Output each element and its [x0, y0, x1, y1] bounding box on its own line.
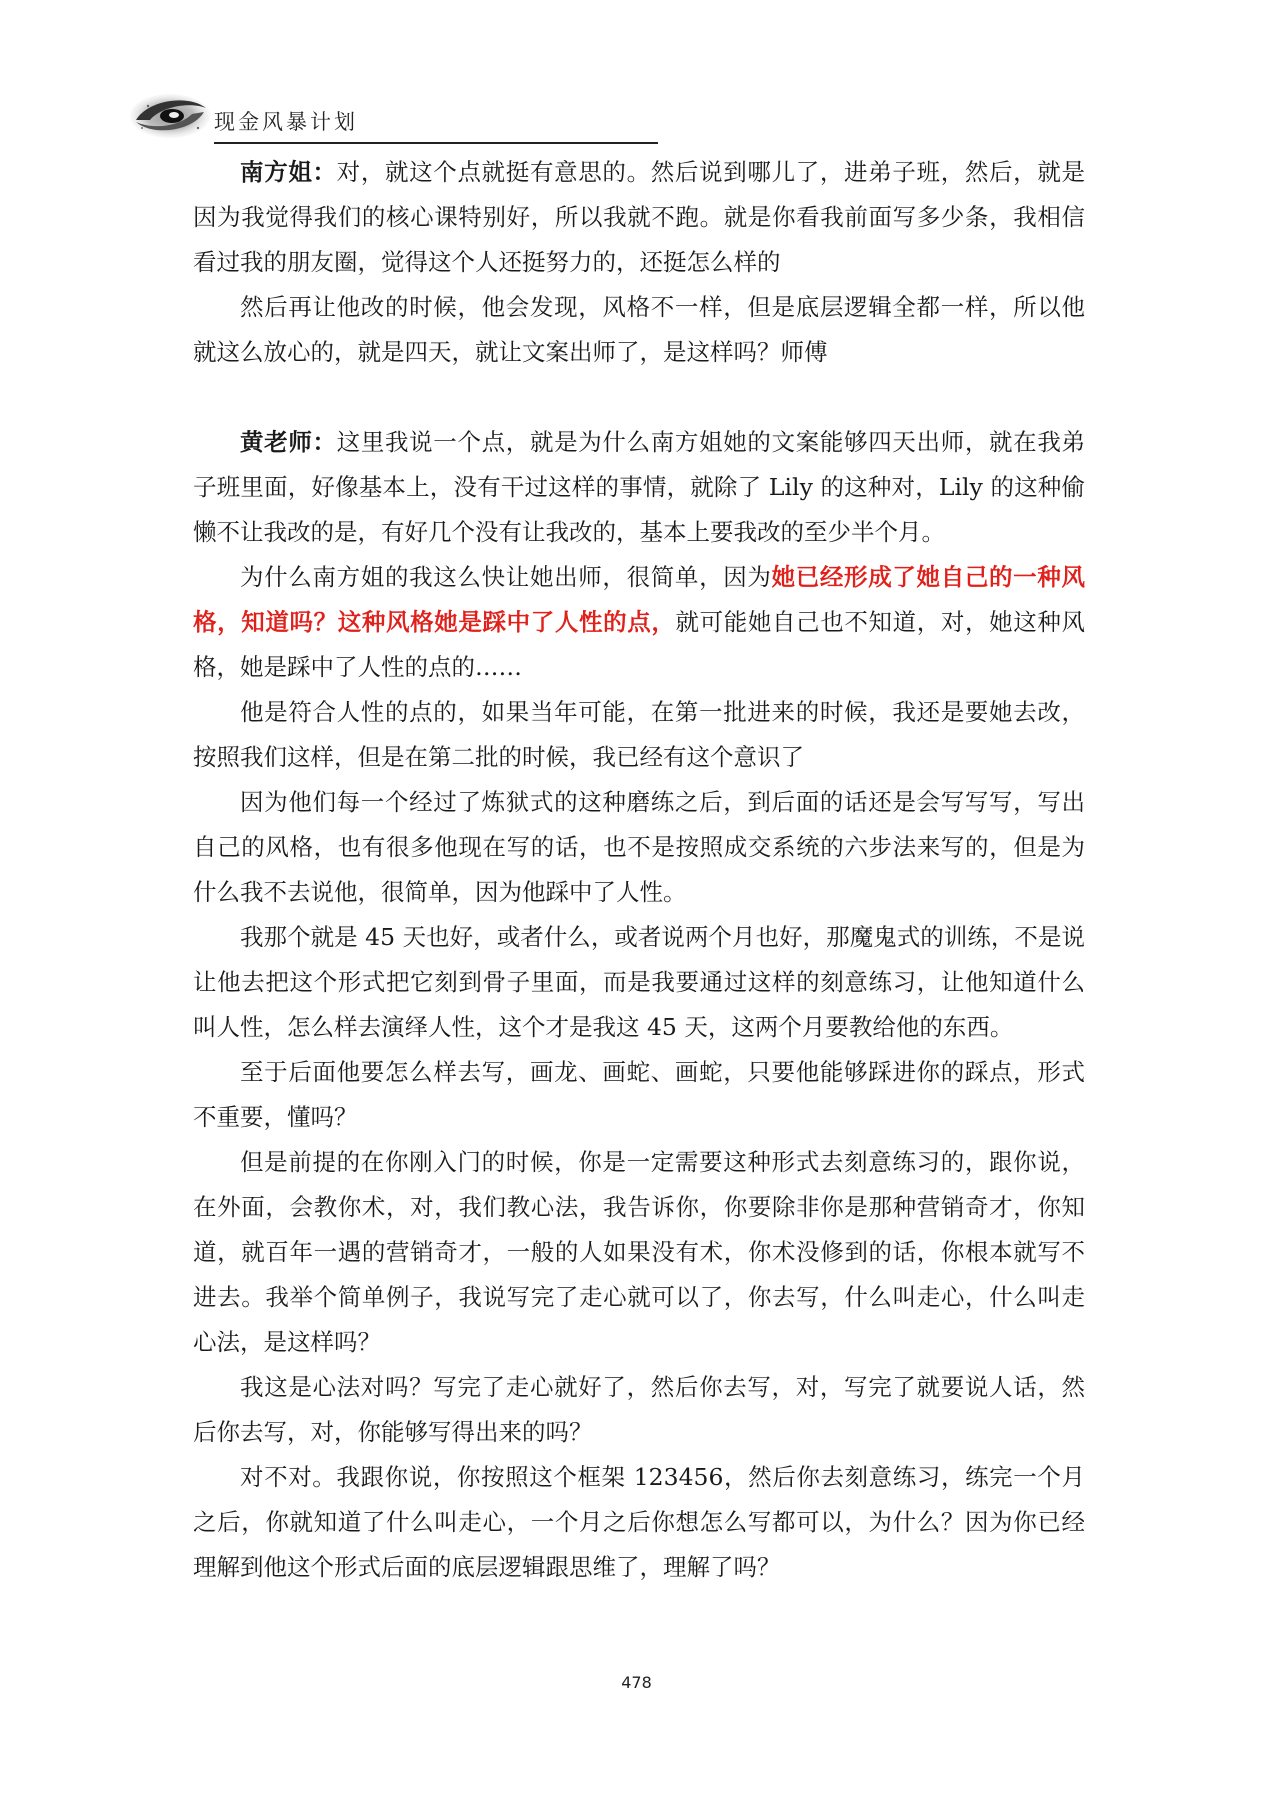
page-number: 478: [621, 1673, 652, 1692]
paragraph-text: 因为他们每一个经过了炼狱式的这种磨练之后，到后面的话还是会写写写，写出自己的风格，也有很多他现在写的话，也不是按照成交系统的六步法来写的，但是为什么我不去说他，很简单，因为他踩中了人性。: [193, 788, 1085, 906]
paragraph-text: 就可能她自己也不知道，对，她这种风格，她是踩中了人性的点的……: [193, 608, 1085, 681]
paragraph-text: 至于后面他要怎么样去写，画龙、画蛇、画蛇，只要他能够踩进你的踩点，形式不重要，懂吗？: [193, 1058, 1085, 1131]
speaker-label: 南方姐：: [240, 158, 337, 186]
document-body: [193, 150, 1085, 1590]
paragraph-text: 他是符合人性的点的，如果当年可能，在第一批进来的时候，我还是要她去改，按照我们这样，但是在第二批的时候，我已经有这个意识了: [193, 698, 1085, 771]
header-title: 现金风暴计划: [214, 110, 358, 134]
paragraph-text: 为什么南方姐的我这么快让她出师，很简单，因为: [240, 563, 772, 591]
paragraph: [193, 1140, 1085, 1365]
paragraph: [193, 1365, 1085, 1455]
paragraph: [193, 690, 1085, 780]
paragraph: [193, 1455, 1085, 1590]
swirl-galaxy-logo-icon: [128, 84, 218, 144]
paragraph: [193, 285, 1085, 375]
page-header: [128, 78, 658, 150]
paragraph: [193, 915, 1085, 1050]
paragraph: [193, 555, 1085, 690]
paragraph-text: 我这是心法对吗？写完了走心就好了，然后你去写，对，写完了就要说人话，然后你去写，对，你能够写得出来的吗？: [193, 1373, 1085, 1446]
paragraph: [193, 150, 1085, 285]
paragraph-text: 这里我说一个点，就是为什么南方姐她的文案能够四天出师，就在我弟子班里面，好像基本上，没有干过这样的事情，就除了 Lily 的这种对，Lily 的这种偷懒不让我改的是，有好几个没有让我改的，基本上要我改的至少半个月。: [193, 428, 1086, 546]
paragraph: [193, 780, 1085, 915]
header-divider: [214, 142, 658, 144]
speaker-label: 黄老师：: [240, 428, 337, 456]
highlighted-text: 她已经形成了她自己的一种风格，知道吗？这种风格她是踩中了人性的点，: [193, 563, 1086, 636]
paragraph-text: 对，就这个点就挺有意思的。然后说到哪儿了，进弟子班，然后，就是因为我觉得我们的核心课特别好，所以我就不跑。就是你看我前面写多少条，我相信看过我的朋友圈，觉得这个人还挺努力的，还挺怎么样的: [193, 158, 1086, 276]
paragraph: [193, 420, 1085, 555]
paragraph-text: 我那个就是 45 天也好，或者什么，或者说两个月也好，那魔鬼式的训练，不是说让他去把这个形式把它刻到骨子里面，而是我要通过这样的刻意练习，让他知道什么叫人性，怎么样去演绎人性，这个才是我这 45 天，这两个月要教给他的东西。: [193, 923, 1085, 1041]
paragraph: [193, 1050, 1085, 1140]
paragraph-text: 然后再让他改的时候，他会发现，风格不一样，但是底层逻辑全都一样，所以他就这么放心的，就是四天，就让文案出师了，是这样吗？师傅: [193, 293, 1085, 366]
paragraph-text: 对不对。我跟你说，你按照这个框架 123456，然后你去刻意练习，练完一个月之后，你就知道了什么叫走心，一个月之后你想怎么写都可以，为什么？因为你已经理解到他这个形式后面的底层逻辑跟思维了，理解了吗？: [193, 1463, 1085, 1581]
paragraph-text: 但是前提的在你刚入门的时候，你是一定需要这种形式去刻意练习的，跟你说，在外面，会教你术，对，我们教心法，我告诉你，你要除非你是那种营销奇才，你知道，就百年一遇的营销奇才，一般的人如果没有术，你术没修到的话，你根本就写不进去。我举个简单例子，我说写完了走心就可以了，你去写，什么叫走心，什么叫走心法，是这样吗？: [193, 1148, 1085, 1356]
